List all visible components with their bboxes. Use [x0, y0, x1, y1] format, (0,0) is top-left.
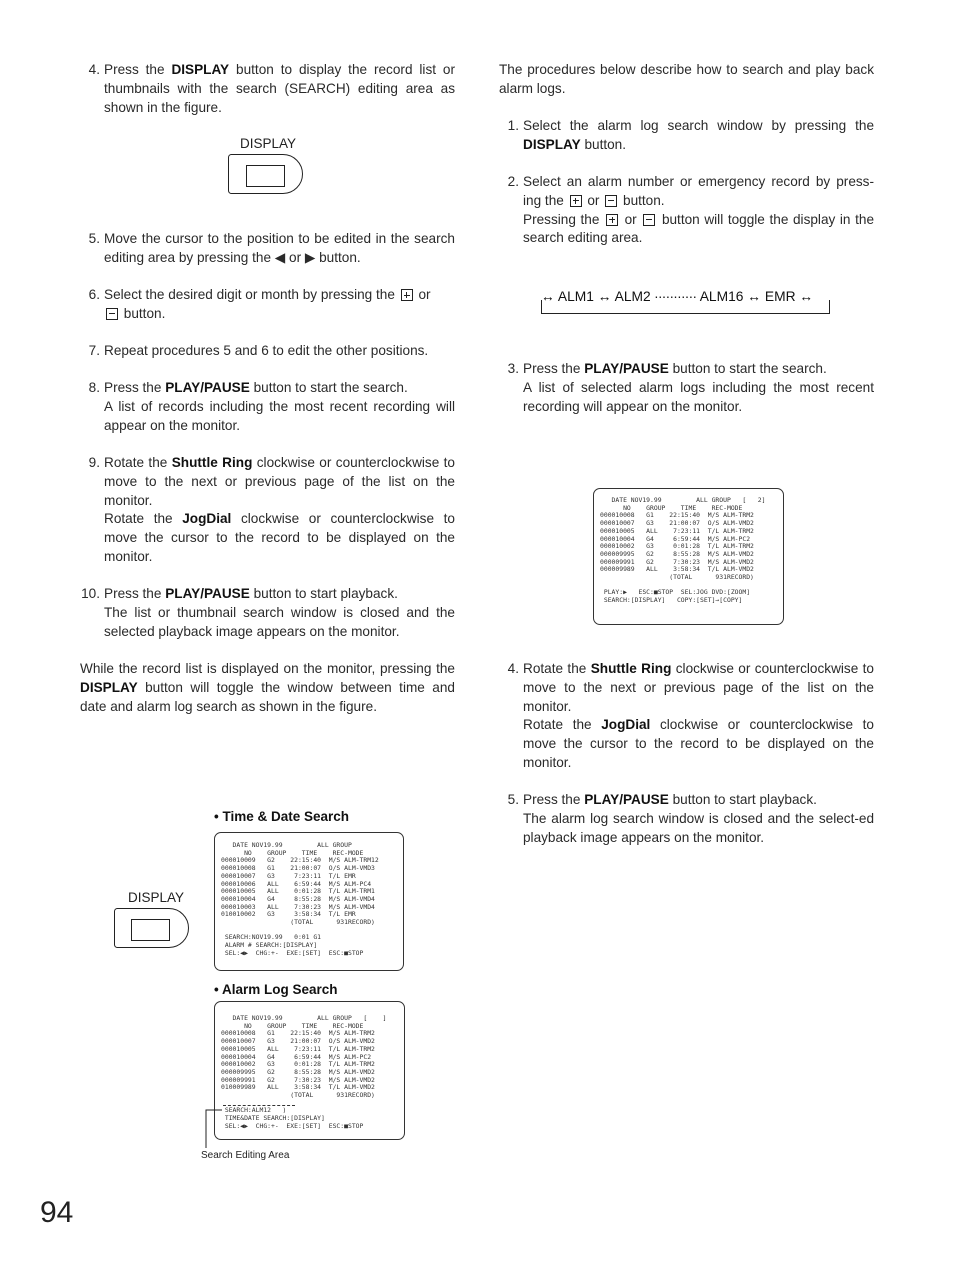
- left-step-5: 5. Move the cursor to the position to be edited in the search editing area by pressing the ◀ or ▶ button.: [88, 231, 455, 265]
- plus-icon: [606, 214, 618, 226]
- minus-icon: [643, 214, 655, 226]
- alarm-results-screen-text: DATE NOV19.99 ALL GROUP [ 2] NO GROUP TIME REC-MODE 000010008 G1 22:15:40 M/S ALM-TRM2 000010007 G3 21:00:07 O/S ALM-VMD2 000010005 ALL 7:23:11 T/L ALM-TRM2 000010004 G4 6:59:44 M/S ALM-PC2 000010002 G3 0:01:28 T/L ALM-TRM2 000009995 G2 8:55:28 M/S ALM-VMD2 000009991 G2 7:30:23 M/S ALM-VMD2 000009989 ALL 3:58:34 T/L ALM-VMD2 (TOTAL 931RECORD) PLAY:▶ ESC:■STOP SEL:JOG DVD:[ZOOM] SEARCH:[DISPLAY] COPY:[SET]→[COPY]: [600, 496, 766, 605]
- left-step-4: 4. Press the DISPLAY button to display the record list or thumbnails with the search (SEARCH) editing area as shown in the figure.: [88, 62, 456, 115]
- right-step-4: 4. Rotate the Shuttle Ring clockwise or counterclockwise to move to the next or previous page of the list on the monitor. Rotate the JogDial clockwise or counterclockwise to move the cursor to the record to be displayed on the monitor.: [507, 661, 874, 770]
- left-step-7: 7. Repeat procedures 5 and 6 to edit the other positions.: [88, 343, 429, 358]
- alarm-results-monitor: [593, 488, 784, 625]
- display-button-label-2: DISPLAY: [128, 890, 185, 905]
- alarm-log-search-monitor: [214, 1001, 405, 1140]
- right-step-1: 1. Select the alarm log search window by pressing the DISPLAY button.: [507, 118, 874, 152]
- alarm-sequence-text: ↔ ALM1 ↔ ALM2 ∙∙∙∙∙∙∙∙∙∙∙ ALM16 ↔ EMR ↔: [541, 289, 814, 304]
- time-date-search-screen-text: DATE NOV19.99 ALL GROUP NO GROUP TIME REC-MODE 000010009 G2 22:15:40 M/S ALM-TRM12 000010008 G1 21:00:07 O/S ALM-VMD3 000010007 G3 7:23:11 T/L EMR 000010006 ALL 6:59:44 M/S ALM-PC4 000010005 ALL 0:01:28 T/L ALM-TRM1 000010004 G4 8:55:28 M/S ALM-VMD4 000010003 ALL 7:30:23 M/S ALM-VMD4 010010002 G3 3:58:34 T/L EMR (TOTAL 931RECORD) SEARCH:NOV19.99 0:01 G1 ALARM # SEARCH:[DISPLAY] SEL:◀▶ CHG:+- EXE:[SET] ESC:■STOP: [221, 841, 379, 957]
- left-toggle-paragraph: While the record list is displayed on the monitor, pressing the DISPLAY button will toggle the window between time and date and alarm log search as shown in the figure.: [80, 661, 455, 714]
- alarm-sequence-diagram: [541, 288, 829, 314]
- search-editing-area-caption: Search Editing Area: [201, 1150, 290, 1161]
- alarm-sequence-return-line: [541, 300, 830, 314]
- plus-icon: [401, 289, 413, 301]
- right-step-3: 3. Press the PLAY/PAUSE button to start the search. A list of selected alarm logs including the most recent recording will appear on the monitor.: [507, 361, 874, 414]
- left-step-9: 9. Rotate the Shuttle Ring clockwise or counterclockwise to move to the next or previous page of the list on the monitor. Rotate the JogDial clockwise or counterclockwise to move the cursor to the record to be displayed on the monitor.: [88, 455, 455, 564]
- minus-icon: [106, 308, 118, 320]
- page-number: 94: [40, 1196, 74, 1229]
- left-step-10: 10. Press the PLAY/PAUSE button to start playback. The list or thumbnail search window is closed and the selected playback image appears on the monitor.: [81, 586, 455, 639]
- display-button-label: DISPLAY: [240, 136, 297, 151]
- search-editing-area-leader: [200, 1100, 230, 1152]
- right-step-5: 5. Press the PLAY/PAUSE button to start playback. The alarm log search window is closed and the select-ed playback image appears on the monitor.: [507, 792, 874, 845]
- right-intro: The procedures below describe how to search and play back alarm logs.: [499, 62, 874, 96]
- left-step-6: 6. Select the desired digit or month by pressing the or button.: [88, 287, 431, 321]
- alarm-log-search-screen-text: DATE NOV19.99 ALL GROUP [ ] NO GROUP TIME REC-MODE 000010008 G1 22:15:40 M/S ALM-TRM2 000010007 G3 21:00:07 O/S ALM-VMD2 000010005 ALL 7:23:11 T/L ALM-TRM2 000010004 G4 6:59:44 M/S ALM-PC2 000010002 G3 0:01:28 T/L ALM-TRM2 000009995 G2 8:55:28 M/S ALM-VMD2 000009991 G2 7:30:23 M/S ALM-VMD2 010009989 ALL 3:58:34 T/L ALM-VMD2 (TOTAL 931RECORD) SEARCH:ALM12 ) TIME&DATE SEARCH:[DISPLAY] SEL:◀▶ CHG:+- EXE:[SET] ESC:■STOP: [221, 1014, 387, 1130]
- minus-icon: [605, 195, 617, 207]
- plus-icon: [570, 195, 582, 207]
- display-button-inner-2: [131, 919, 170, 941]
- right-step-2: 2. Select an alarm number or emergency record by press-ing the or button. Pressing the or button will toggle the display in the search editing area.: [507, 174, 875, 246]
- display-button-figure-1: [226, 136, 306, 198]
- time-date-search-monitor: [214, 832, 404, 971]
- alarm-log-search-heading: • Alarm Log Search: [214, 982, 338, 997]
- search-editing-area-box: [223, 1105, 295, 1117]
- left-step-8: 8. Press the PLAY/PAUSE button to start the search. A list of records including the most recent recording will appear on the monitor.: [88, 380, 455, 433]
- display-button-inner: [246, 165, 285, 187]
- time-date-search-heading: • Time & Date Search: [214, 809, 350, 824]
- display-button-figure-2: [112, 890, 194, 952]
